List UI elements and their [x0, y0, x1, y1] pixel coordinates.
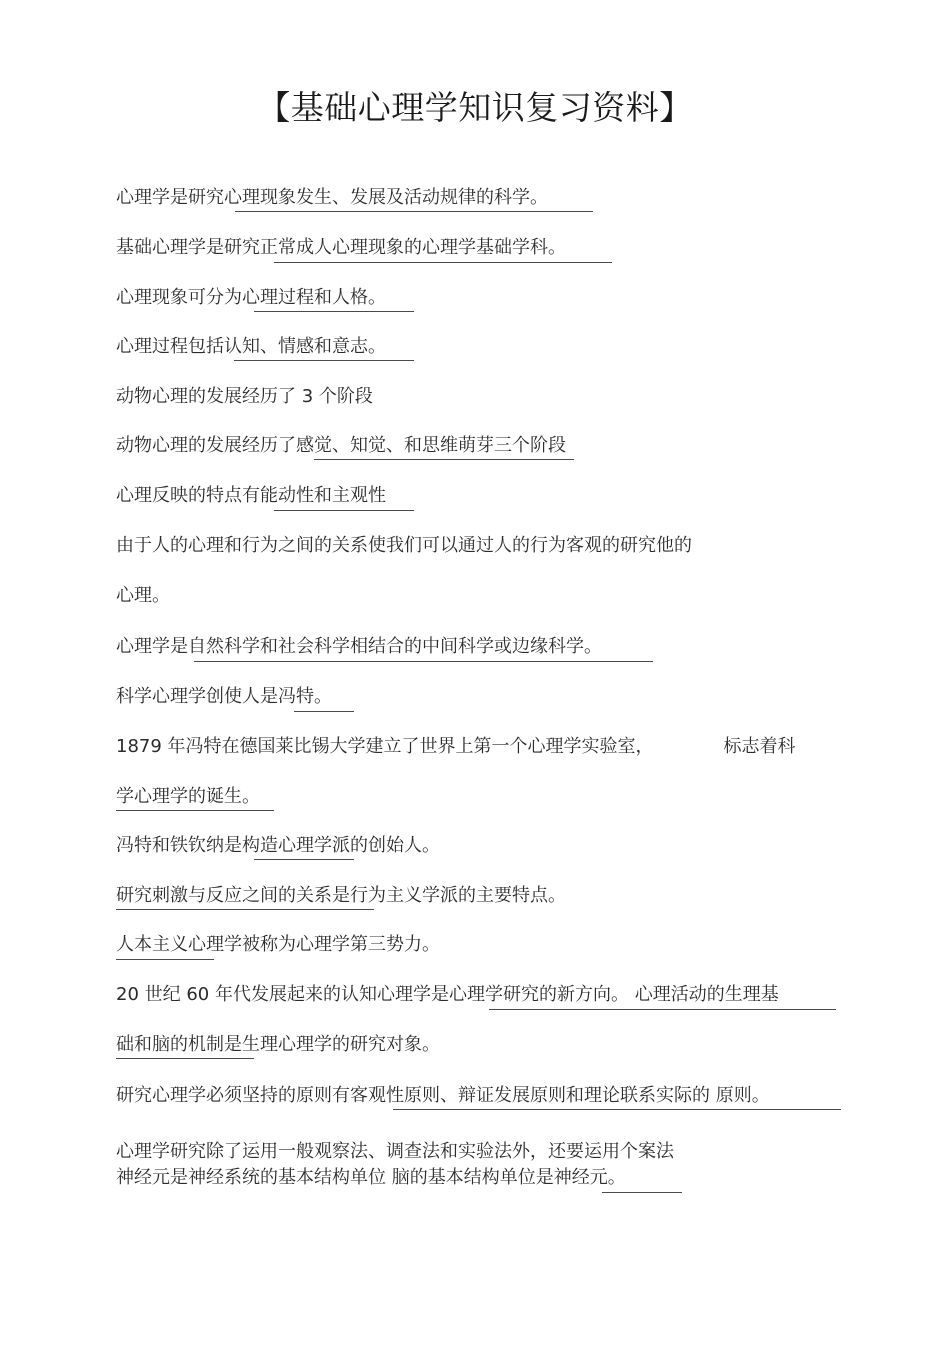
text-line: 学心理学的诞生。 [116, 786, 260, 807]
text-line: 冯特和铁钦纳是构造心理学派的创始人。 [116, 835, 440, 856]
text-line [116, 735, 796, 759]
text-line: 动物心理的发展经历了感觉、知觉、和思维萌芽三个阶段 [116, 435, 566, 456]
answer-underline [254, 859, 354, 860]
text-line: 由于人的心理和行为之间的关系使我们可以通过人的行为客观的研究他的 [116, 535, 692, 556]
answer-underline [116, 909, 374, 910]
answer-underline [194, 661, 653, 662]
answer-underline [393, 1109, 841, 1110]
text-line: 础和脑的机制是生理心理学的研究对象。 [116, 1034, 440, 1055]
answer-underline [116, 1058, 254, 1059]
answer-underline [489, 1009, 836, 1010]
text-line: 心理现象可分为心理过程和人格。 [116, 287, 386, 308]
text-segment: 标志着科 [723, 736, 796, 757]
text-line: 心理过程包括认知、情感和意志。 [116, 336, 386, 357]
answer-underline [254, 311, 414, 312]
text-line: 心理学是自然科学和社会科学相结合的中间科学或边缘科学。 [116, 636, 602, 657]
text-line: 人本主义心理学被称为心理学第三势力。 [116, 934, 440, 955]
answer-underline [274, 510, 414, 511]
answer-underline [116, 810, 274, 811]
answer-underline [294, 711, 354, 712]
text-line: 心理。 [116, 585, 170, 606]
answer-underline [234, 360, 414, 361]
text-line: 研究心理学必须坚持的原则有客观性原则、辩证发展原则和理论联系实际的 原则。 [116, 1085, 770, 1106]
text-line: 科学心理学创使人是冯特。 [116, 686, 332, 707]
text-line: 研究刺激与反应之间的关系是行为主义学派的主要特点。 [116, 885, 566, 906]
text-line: 神经元是神经系统的基本结构单位 脑的基本结构单位是神经元。 [116, 1167, 626, 1188]
text-segment: 1879 年冯特在德国莱比锡大学建立了世界上第一个心理学实验室， [116, 736, 654, 757]
text-line: 动物心理的发展经历了 3 个阶段 [116, 386, 373, 407]
answer-underline [274, 262, 612, 263]
answer-underline [602, 1192, 682, 1193]
text-line: 20 世纪 60 年代发展起来的认知心理学是心理学研究的新方向。 心理活动的生理基 [116, 984, 779, 1005]
document-title: 【基础心理学知识复习资料】 [257, 88, 693, 127]
answer-underline [235, 211, 593, 212]
text-line: 心理反映的特点有能动性和主观性 [116, 485, 386, 506]
text-line: 心理学是研究心理现象发生、发展及活动规律的科学。 [116, 187, 548, 208]
text-line: 心理学研究除了运用一般观察法、调查法和实验法外，还要运用个案法 [116, 1141, 674, 1162]
answer-underline [314, 459, 574, 460]
text-line: 基础心理学是研究正常成人心理现象的心理学基础学科。 [116, 237, 566, 258]
answer-underline [116, 959, 214, 960]
